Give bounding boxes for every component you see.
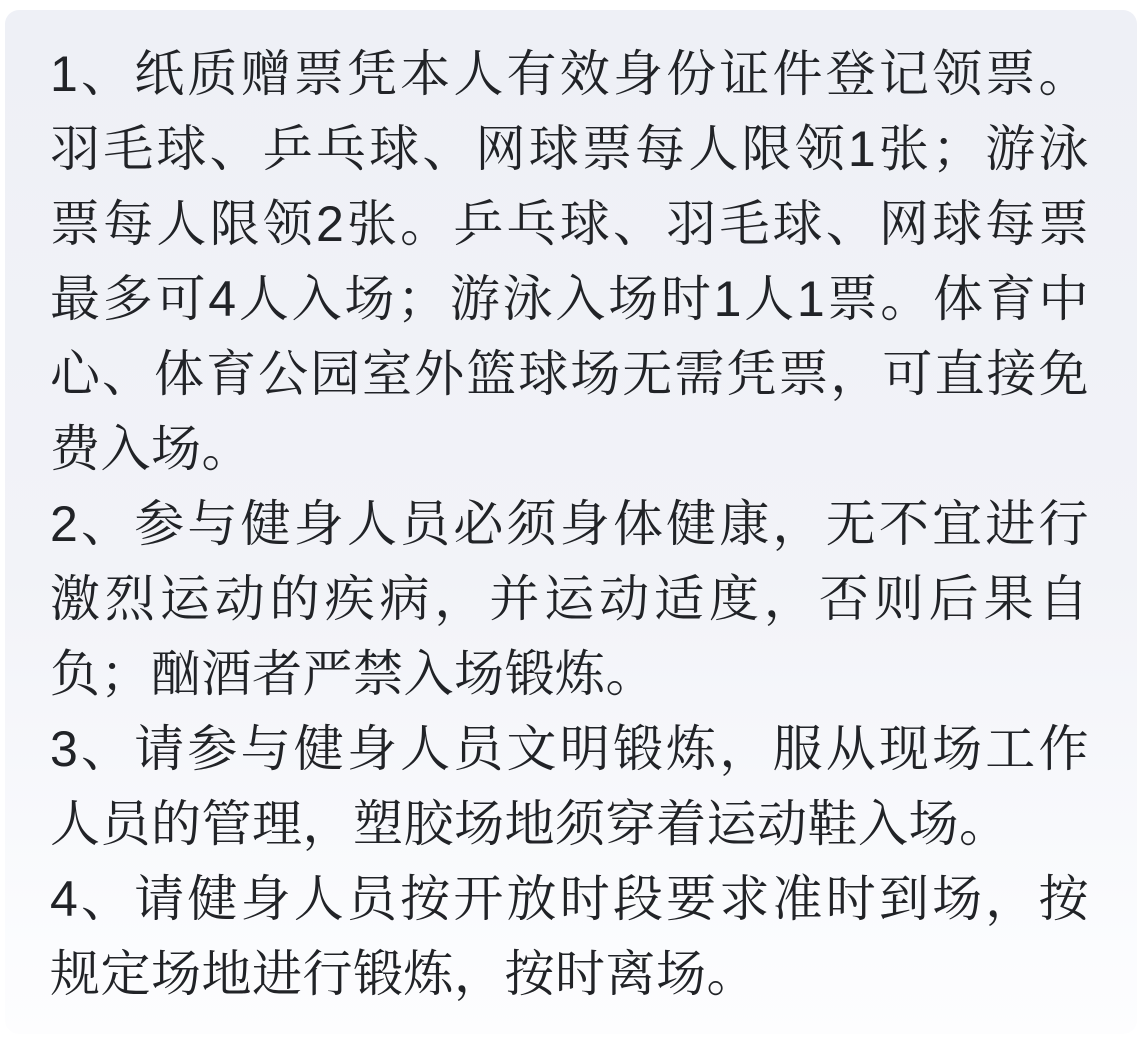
notice-line: 激烈运动的疾病，并运动适度，否则后果自	[50, 571, 1089, 627]
notice-line: 费入场。	[50, 421, 252, 477]
notice-line: 负；酗酒者严禁入场锻炼。	[50, 646, 656, 702]
notice-line: 4、请健身人员按开放时段要求准时到场，按	[50, 871, 1089, 927]
notice-item-4	[50, 862, 1089, 1012]
notice-line: 2、参与健身人员必须身体健康，无不宜进行	[50, 496, 1089, 552]
notice-line: 人员的管理，塑胶场地须穿着运动鞋入场。	[50, 796, 1010, 852]
notice-item-1	[50, 37, 1089, 487]
notice-line: 羽毛球、乒乓球、网球票每人限领1张；游泳	[50, 121, 1089, 177]
notice-panel	[5, 10, 1137, 1034]
notice-item-2	[50, 487, 1089, 712]
notice-line: 规定场地进行锻炼，按时离场。	[50, 946, 757, 1002]
notice-line: 1、纸质赠票凭本人有效身份证件登记领票。	[50, 46, 1089, 102]
notice-line: 3、请参与健身人员文明锻炼，服从现场工作	[50, 721, 1089, 777]
notice-line: 心、体育公园室外篮球场无需凭票，可直接免	[50, 346, 1089, 402]
notice-line: 最多可4人入场；游泳入场时1人1票。体育中	[50, 271, 1089, 327]
notice-item-3	[50, 712, 1089, 862]
notice-line: 票每人限领2张。乒乓球、羽毛球、网球每票	[50, 196, 1089, 252]
